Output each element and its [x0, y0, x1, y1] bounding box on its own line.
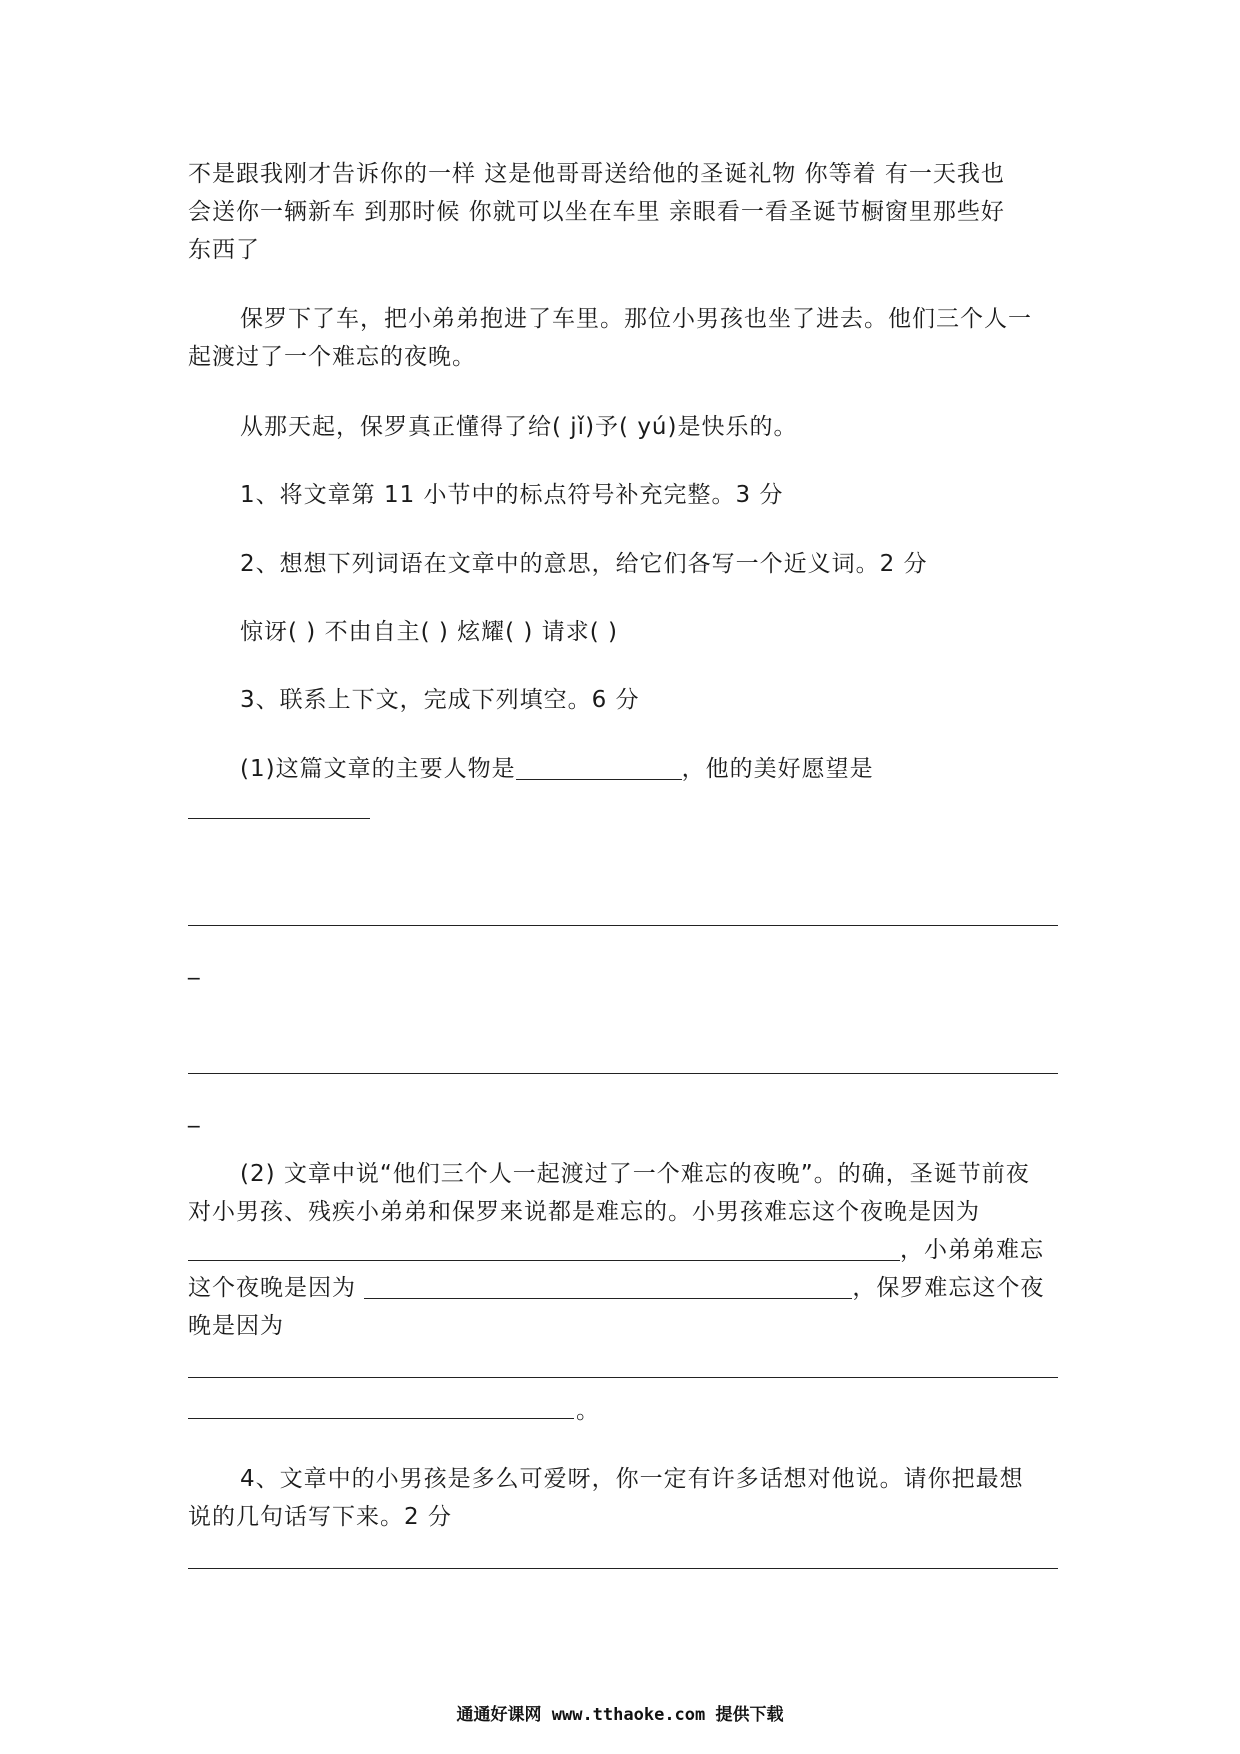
question-3-2-line-4-prefix: 这个夜晚是因为 [188, 1275, 356, 1301]
question-4-line-1: 4、文章中的小男孩是多么可爱呀，你一定有许多话想对他说。请你把最想 [240, 1466, 1024, 1492]
question-3-2-line-2: 对小男孩、残疾小弟弟和保罗来说都是难忘的。小男孩难忘这个夜晚是因为 [188, 1199, 980, 1225]
question-3-1-mid: ，他的美好愿望是 [681, 756, 874, 782]
answer-blank-paul-reason-2[interactable] [188, 1418, 574, 1419]
paragraph-12-line-1: 保罗下了车，把小弟弟抱进了车里。那位小男孩也坐了进去。他们三个人一 [240, 306, 1032, 332]
answer-line-1[interactable] [188, 925, 1058, 926]
question-1: 1、将文章第 11 小节中的标点符号补充完整。3 分 [240, 482, 784, 508]
question-3-1 [240, 750, 1112, 788]
answer-blank-main-character[interactable] [516, 755, 682, 780]
question-4-line-2: 说的几句话写下来。2 分 [188, 1504, 452, 1530]
question-2-words: 惊讶( ) 不由自主( ) 炫耀( ) 请求( ) [240, 619, 618, 645]
dash-mark-1: _ [188, 954, 201, 980]
paragraph-11-line-1: 不是跟我刚才告诉你的一样 这是他哥哥送给他的圣诞礼物 你等着 有一天我也 [188, 161, 1005, 187]
question-3-2-line-3-suffix: ，小弟弟难忘 [900, 1237, 1044, 1263]
answer-blank-boy-reason[interactable] [188, 1236, 900, 1261]
paragraph-11-line-3: 东西了 [188, 237, 260, 263]
question-3-2-line-3 [188, 1231, 1060, 1269]
answer-line-2[interactable] [188, 1073, 1058, 1074]
paragraph-11-line-2: 会送你一辆新车 到那时候 你就可以坐在车里 亲眼看一看圣诞节橱窗里那些好 [188, 199, 1005, 225]
paragraph-12-line-2: 起渡过了一个难忘的夜晚。 [188, 344, 476, 370]
dash-mark-2: _ [188, 1102, 201, 1128]
question-3-2-line-1: (2) 文章中说“他们三个人一起渡过了一个难忘的夜晚”。的确，圣诞节前夜 [240, 1161, 1030, 1187]
answer-line-q4[interactable] [188, 1568, 1058, 1569]
answer-blank-wish[interactable] [188, 818, 370, 819]
question-3-2-end-mark: 。 [576, 1398, 600, 1424]
question-3-2-line-5: 晚是因为 [188, 1313, 284, 1339]
answer-blank-paul-reason-1[interactable] [188, 1377, 1058, 1378]
answer-blank-brother-reason[interactable] [364, 1274, 852, 1299]
footer-text: 通通好课网 www.tthaoke.com 提供下载 [456, 1705, 784, 1725]
question-3-2-line-4-suffix: ，保罗难忘这个夜 [852, 1275, 1045, 1301]
paragraph-13: 从那天起，保罗真正懂得了给( jǐ)予( yú)是快乐的。 [240, 414, 798, 440]
question-3-1-prefix: (1)这篇文章的主要人物是 [240, 756, 516, 782]
question-3: 3、联系上下文，完成下列填空。6 分 [240, 687, 640, 713]
question-3-2-line-4 [188, 1269, 1060, 1307]
question-2: 2、想想下列词语在文章中的意思，给它们各写一个近义词。2 分 [240, 551, 928, 577]
